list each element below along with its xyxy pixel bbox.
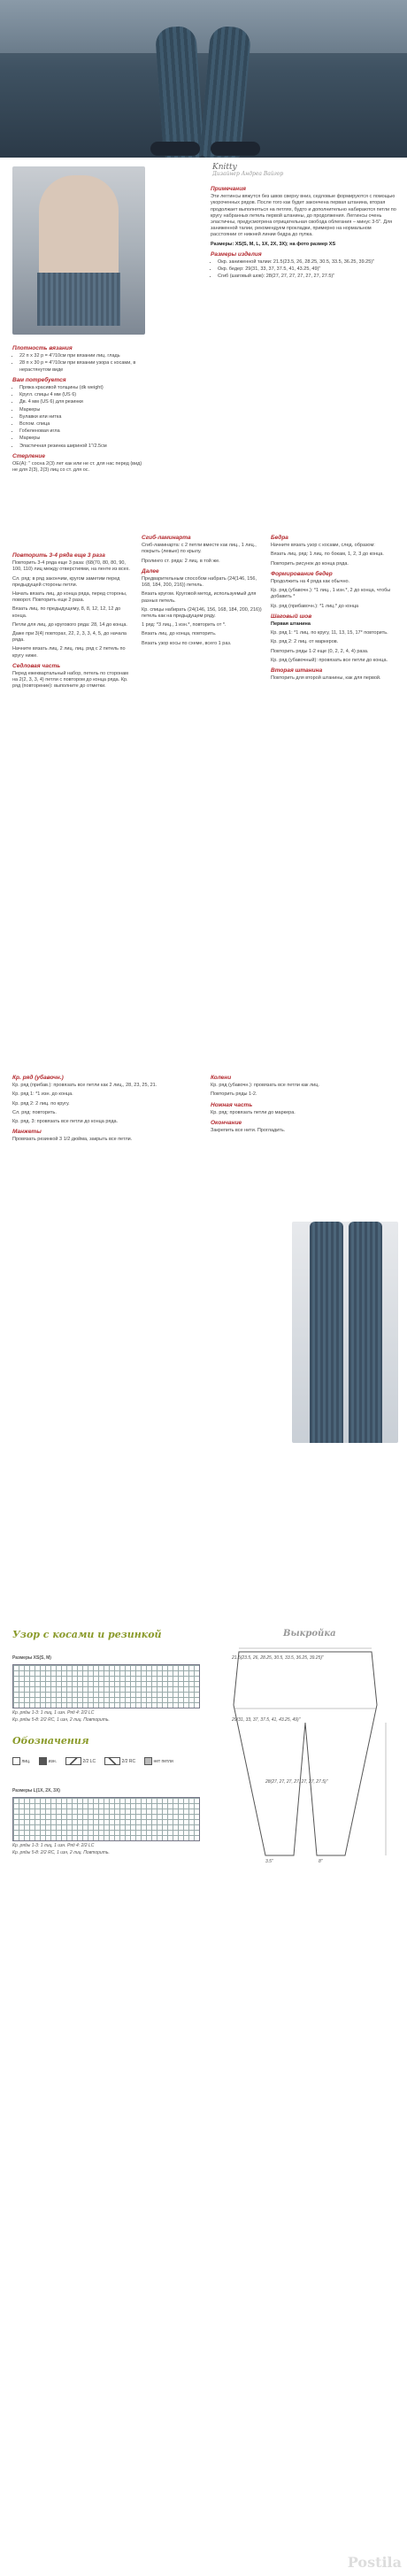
crotch-heading: Шаговый шов <box>271 613 312 620</box>
materials-column <box>12 342 145 476</box>
material-item: • Дв. 4 мм (US 6) для резинки <box>19 399 145 405</box>
instruction-para: Начните вязать лиц. 2 лиц. лиц. ряд с 2 петель по кругу ниже. <box>12 646 126 659</box>
instruction-subheading: Далее <box>142 567 159 575</box>
chart-caption: Кр. ряды 1-3: 1 лиц, 1 изн. Ряд 4: 2/2 LC <box>12 1843 95 1848</box>
knees-heading: Колени <box>211 1075 232 1081</box>
gauge-heading: Плотность вязания <box>12 345 73 351</box>
brand-title: Knitty <box>212 163 237 172</box>
legs-photo <box>292 1222 398 1443</box>
material-item: • Кругл. спицы 4 мм (US 6) <box>19 392 145 398</box>
instruction-para: Вязать лиц. до конца, повторить. <box>142 631 217 637</box>
col1-heading: Повторить 3-4 ряда еще 3 раза <box>12 552 105 559</box>
materials-heading: Вам потребуется <box>12 376 66 383</box>
legend-item: изн. <box>39 1757 57 1765</box>
finishing-heading: Окончание <box>211 1120 242 1127</box>
sizes-line: Размеры: XS(S, M, L, 1X, 2X, 3X); на фото размер XS <box>211 241 336 247</box>
notes-heading: Примечания <box>211 186 247 192</box>
leggings-schematic <box>212 1643 398 1864</box>
instruction-para: Вязать кругом. Круговой метод, используемый для разных петель. <box>142 591 257 604</box>
material-item: • Гобеленовая игла <box>19 428 145 435</box>
instruction-para: Перед ежеквартальный набор, петель по сторонам на 2(2, 3, 3, 4) петли с повтором до конца ряда. Кр. ряд (повторение): выполните до отметки. <box>12 671 128 690</box>
schematic-label: 28(27, 27, 27, 27, 27, 27, 27.5)" <box>265 1779 328 1785</box>
legend-item: лиц. <box>12 1757 30 1765</box>
legend-item: нет петли <box>144 1757 173 1765</box>
instruction-para: Кр. ряд: провязать петли до маркера. <box>211 1109 296 1115</box>
instruction-para: Начать вязать лиц. до конца ряда, перед стороны, поворот. Повторить еще 2 раза. <box>12 591 127 604</box>
size-detail: • Окр. заниженной талии: 21.5(23.5, 26, 28.25, 30.5, 33.5, 36.25, 39.25)" <box>218 259 398 266</box>
instruction-para: Сл. ряд: повторить. <box>12 1109 57 1115</box>
chart-caption: Кр. ряды 5-8: 2/2 RC, 1 изн, 2 лиц. Повторить. <box>12 1850 110 1855</box>
size-detail: • Окр. бедер: 29(31, 33, 37, 37.5, 41, 43.25, 49)" <box>218 266 398 273</box>
instruction-para: Повторить ряды 1-2 еще (0, 2, 2, 4, 4) раза. <box>271 648 369 654</box>
gauge-item: • 22 п х 32 р = 4"/10см при вязании лиц. гладь <box>19 353 145 359</box>
instruction-para: Повторить рисунок до конца ряда. <box>271 560 349 567</box>
instruction-para: Провязать резинкой 3 1/2 дюйма, закрыть все петли. <box>12 1137 133 1143</box>
chart-sizes-1: Размеры XS(S, M) <box>12 1655 51 1661</box>
saddle-heading: Седловая часть <box>12 662 61 669</box>
instruction-para: Кр. ряд 1: *1 лиц. по кругу, 11, 13, 15, 17* повторить. <box>271 630 388 636</box>
lower-col-2 <box>211 1071 396 1137</box>
instruction-para: Продолжить на 4 ряда как обычно. <box>271 579 350 585</box>
hips-heading: Бедра <box>271 535 288 541</box>
watermark: Postila <box>347 2554 402 2571</box>
notes-column <box>211 182 398 282</box>
instruction-para: Кр. ряд (убавочный): провязать все петли до конца. <box>271 657 388 663</box>
instruction-para: Предварительным способом набрать (24(146, 156, 168, 184, 200, 216)) петель. <box>142 576 257 589</box>
schematic-title: Выкройка <box>283 1629 336 1639</box>
decrease-heading: Кр. ряд (убавочн.) <box>12 1075 64 1081</box>
notes-text: Эти леггинсы вяжутся без швов сверху вниз, седловые формируются с помощью укороченных рядов. После того как будет закончена первая штанина, вторая продолжает выполняться на петлях, будто и дополнительно набираются петли по кругу набранных петель первой штанины, до продолжения. Леггинсы очень эластичны, предусмотрена отрицательная свобода облегания – минус 3-5". Для заниженной талии, рекомендуем прокладки, примерно на нормальном расстоянии от нижней линии бедра до пупка. <box>211 194 396 238</box>
instruction-para: Кр. ряд 1: *1 изн. до конца. <box>12 1091 73 1098</box>
instruction-para: Повторить для второй штанины, как для первой. <box>271 675 381 682</box>
sizes-heading: Размеры изделия <box>211 251 262 258</box>
instruction-para: Повторить ряды 1-2. <box>211 1091 257 1098</box>
instruction-para: Кр. ряд 2: 2 лиц. по кругу. <box>12 1100 70 1107</box>
instruction-para: Кр. ряд (прибав.): провязать все петли как 2 лиц., 28, 23, 25, 21. <box>12 1083 157 1089</box>
instruction-para: Кр. ряд 2: 2 лиц. от маркеров. <box>271 639 339 645</box>
size-notes-heading: Стерление <box>12 452 45 459</box>
instruction-para: 1 ряд: *3 лиц., 1 изн.*, повторить от *. <box>142 622 227 629</box>
material-item: • Маркеры <box>19 436 145 442</box>
instruction-para: Сл. ряд: в ряд закончим, кругом заметим перед предыдущей стороны петли. <box>12 575 120 588</box>
instruction-para: Кр. ряд. 3: провязать все петли до конца ряда. <box>12 1119 119 1125</box>
material-item: • Маркеры <box>19 407 145 413</box>
chart-caption: Кр. ряды 1-3: 1 лиц, 1 изн. Ряд 4: 2/2 LC <box>12 1710 95 1716</box>
legend <box>12 1757 198 1765</box>
material-item: • Вспом. спица <box>19 421 145 428</box>
instruction-para: Кр. ряд (прибавочн.): *1 лиц.* до конца <box>271 603 359 609</box>
legend-item: 2/2 LC <box>65 1757 96 1765</box>
instruction-para: Кр. спицы набирать (24(146, 156, 168, 184, 200, 216)) петель как на предыдущем ряду. <box>142 606 262 620</box>
instruction-para: Первая штанина <box>271 621 311 628</box>
schematic-label: 8" <box>319 1859 323 1864</box>
material-item: • Пряжа красивой толщины (dk weight) <box>19 385 145 391</box>
instruction-para: Петли для лиц. до кругового ряда: 28, 14 до конца. <box>12 621 127 628</box>
size-notes-text: OE(A): " сосна 2(3) лет как или не ст. для нас перед (вид) не для 2(3), 2(3) лиц со ст. для ос. <box>12 461 142 474</box>
chart-grid-1 <box>12 1664 200 1708</box>
instruction-para: Кр. ряд (убавочн.): провязать все петли как лиц. <box>211 1083 319 1089</box>
schematic-label: 3.5" <box>265 1859 273 1864</box>
size-detail: • Сгиб (шаговый шов): 28(27, 27, 27, 27, 27, 27, 27.5)" <box>218 274 398 280</box>
instructions-col-1 <box>12 549 134 693</box>
col2-heading: Сгиб-ламинарта <box>142 535 191 541</box>
instruction-para: Закрепить все нити. Прогладить. <box>211 1128 286 1134</box>
instruction-para: Кр. ряд (убавочн.): *1 лиц., 1 изн.*, 2 до конца, чтобы добавить * <box>271 588 391 600</box>
chart-sizes-2: Размеры L(1X, 2X, 3X) <box>12 1788 60 1793</box>
schematic-label: 21.5(23.5, 26, 28.25, 30.5, 33.5, 36.25, 39.25)" <box>232 1655 324 1661</box>
model-photo <box>12 166 145 335</box>
instruction-para: Сгиб-ламинарта: с 2 петли вместе как лиц., 1 лиц., покрыть (левые) по крылу. <box>142 543 257 555</box>
schematic-label: 29(31, 33, 37, 37.5, 41, 43.25, 49)" <box>232 1717 301 1723</box>
instruction-para: Вязать узор косы по схеме, всего 1 раз. <box>142 640 232 646</box>
lower-col-1 <box>12 1071 198 1146</box>
material-item: • Булавки или нитка <box>19 414 145 420</box>
cuffs-heading: Манжеты <box>12 1129 42 1136</box>
material-item: • Эластичная резинка шириной 1"/2.5см <box>19 443 145 450</box>
second-leg-heading: Вторая штанина <box>271 667 323 675</box>
instruction-subheading: Формирование бедер <box>271 570 333 577</box>
chart-caption: Кр. ряды 5-8: 2/2 RC, 1 изн, 2 лиц. Повторить. <box>12 1717 110 1723</box>
instruction-para: Даже при 3(4) повторах, 22, 2, 3, 3, 4, 5, до начала ряда. <box>12 631 127 644</box>
chart-title: Узор с косами и резинкой <box>12 1629 162 1640</box>
instruction-subheading: Ножная часть <box>211 1101 253 1108</box>
hero-photo <box>0 0 407 158</box>
gauge-item: • 28 п х 30 р = 4"/10см при вязании узора с косами, в нерастянутом виде <box>19 360 145 373</box>
legend-title: Обозначения <box>12 1735 89 1747</box>
legend-item: 2/2 RC <box>104 1757 135 1765</box>
instructions-col-3 <box>271 531 398 684</box>
instructions-col-2 <box>142 531 264 650</box>
instruction-para: Повторить 3-4 ряда еще 3 раза: (68(70, 80, 80, 90, 100, 110) лиц между отверстиями, на ленте из всех. <box>12 560 130 573</box>
chart-grid-2 <box>12 1797 200 1841</box>
designer-line: Дизайнер Андреа Вайгор <box>212 171 284 178</box>
title-block <box>212 165 398 177</box>
instruction-para: Пролинго ст. ряда: 2 лиц. в той же. <box>142 558 220 564</box>
instruction-para: Вязать лиц. по предыдущему, 8, 8, 12, 12, 12 до конца. <box>12 606 121 619</box>
instruction-para: Вязать лиц. ряд: 1 лиц. по бокам, 1, 2, 3 до конца. <box>271 551 384 558</box>
instruction-para: Начните вязать узор с косами, след. образом: <box>271 543 375 549</box>
